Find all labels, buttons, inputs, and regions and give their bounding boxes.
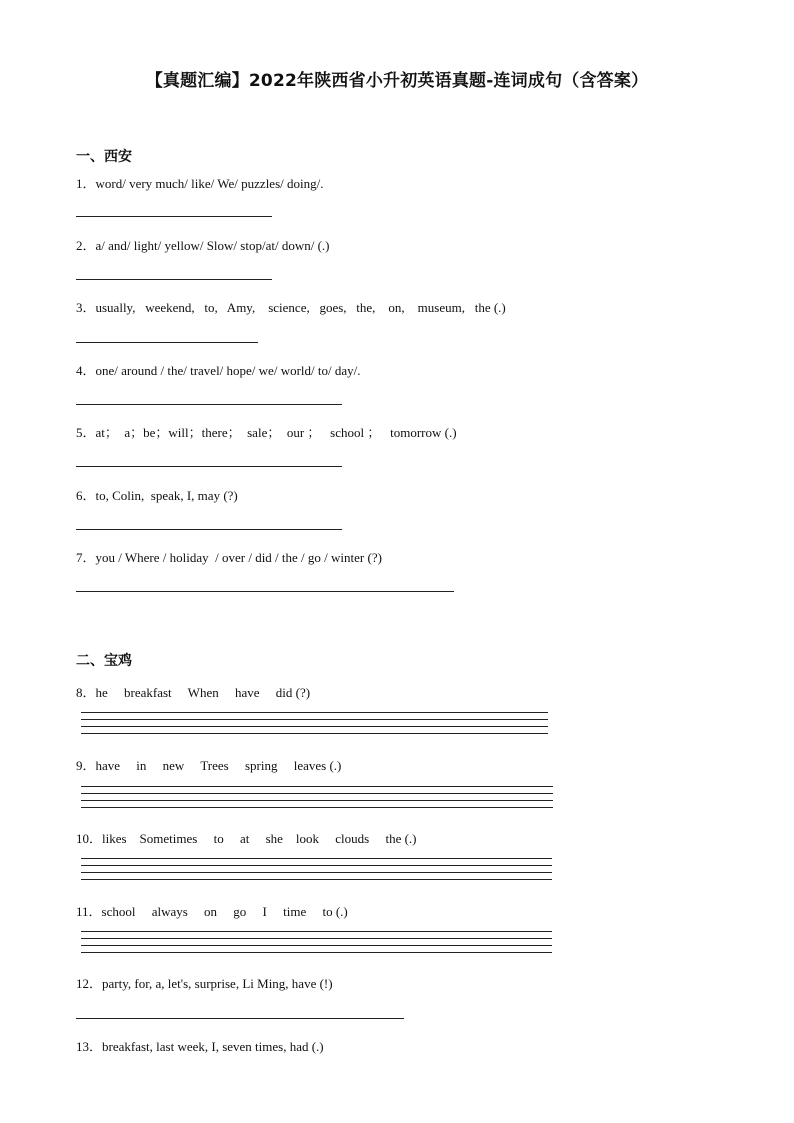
document-title: 【真题汇编】2022年陕西省小升初英语真题-连词成句（含答案） <box>145 71 649 91</box>
answer-line-1[interactable] <box>76 216 272 217</box>
four-line-grid-8[interactable] <box>81 712 548 734</box>
four-line-grid-9[interactable] <box>81 786 553 808</box>
section-heading-xian: 一、西安 <box>76 149 132 165</box>
question-1: 1．word/ very much/ like/ We/ puzzles/ doing/. <box>76 176 324 191</box>
question-9: 9．have in new Trees spring leaves (.) <box>76 758 342 773</box>
question-13: 13．breakfast, last week, I, seven times, had (.) <box>76 1039 324 1054</box>
answer-line-4[interactable] <box>76 404 342 405</box>
question-8: 8．he breakfast When have did (?) <box>76 685 311 700</box>
question-3: 3．usually, weekend, to, Amy, science, goes, the, on, museum, the (.) <box>76 300 506 315</box>
question-5: 5．at； a；be；will；there； sale； our ； school ； tomorrow (.) <box>76 425 457 440</box>
four-line-grid-11[interactable] <box>81 931 552 953</box>
answer-line-12[interactable] <box>76 1018 404 1019</box>
answer-line-5[interactable] <box>76 466 342 467</box>
answer-line-7[interactable] <box>76 591 454 592</box>
answer-line-3[interactable] <box>76 342 258 343</box>
question-11: 11．school always on go I time to (.) <box>76 904 348 919</box>
question-2: 2．a/ and/ light/ yellow/ Slow/ stop/at/ down/ (.) <box>76 238 330 253</box>
section-heading-baoji: 二、宝鸡 <box>76 653 132 669</box>
question-6: 6．to, Colin, speak, I, may (?) <box>76 488 238 503</box>
question-7: 7．you / Where / holiday / over / did / the / go / winter (?) <box>76 550 382 565</box>
question-4: 4．one/ around / the/ travel/ hope/ we/ world/ to/ day/. <box>76 363 361 378</box>
answer-line-2[interactable] <box>76 279 272 280</box>
four-line-grid-10[interactable] <box>81 858 552 880</box>
answer-line-6[interactable] <box>76 529 342 530</box>
question-10: 10．likes Sometimes to at she look clouds the (.) <box>76 831 417 846</box>
question-12: 12．party, for, a, let's, surprise, Li Ming, have (!) <box>76 976 333 991</box>
